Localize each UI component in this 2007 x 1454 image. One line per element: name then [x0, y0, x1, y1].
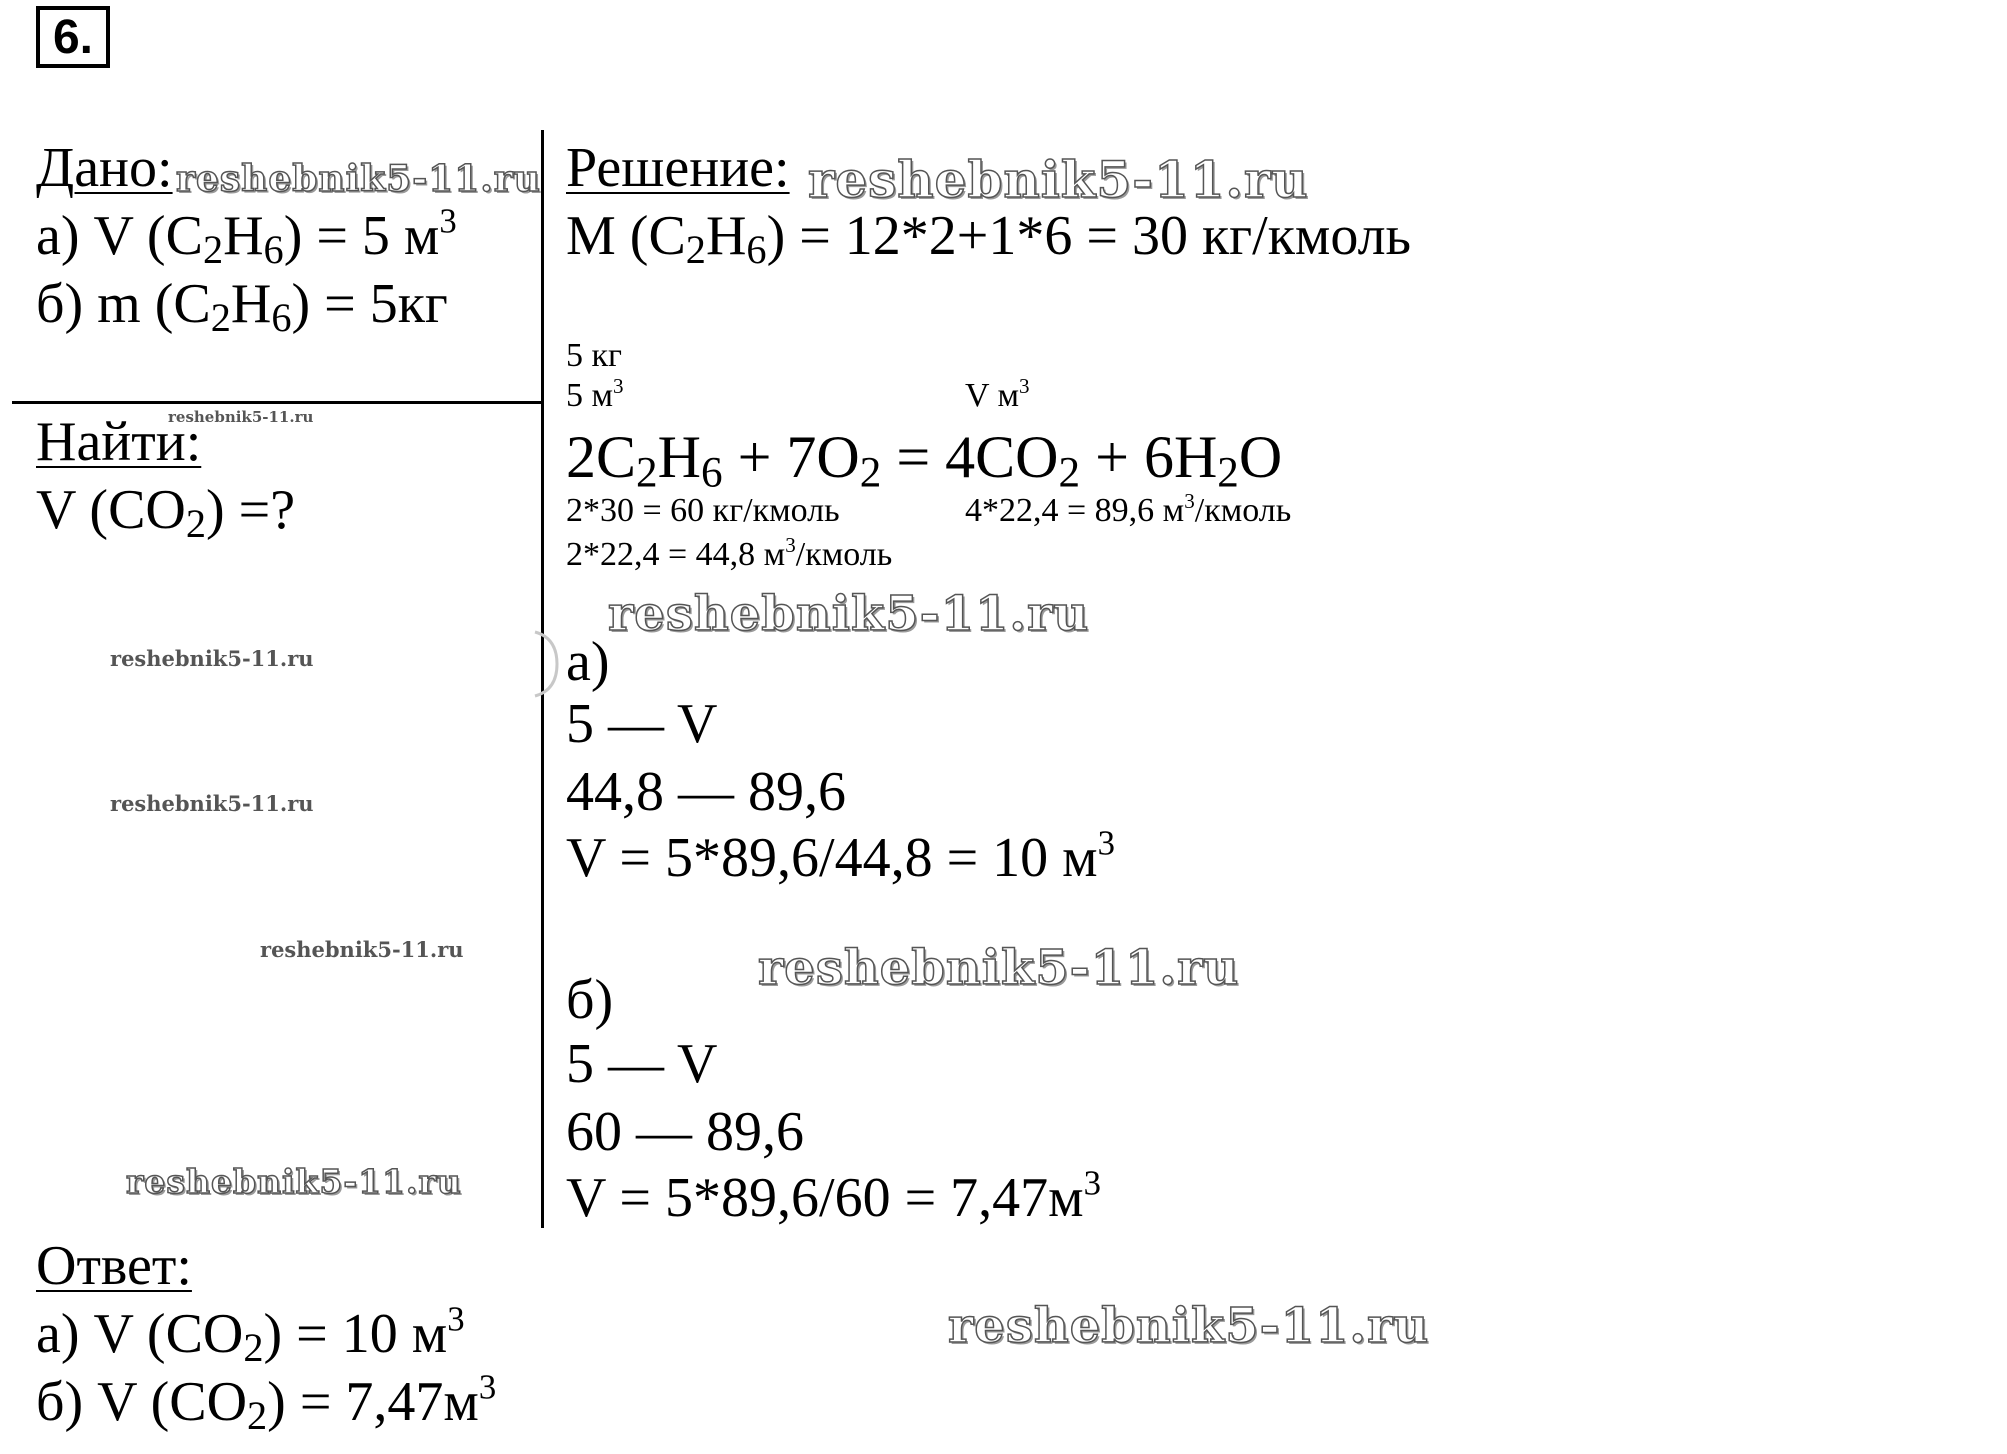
watermark: reshebnik5-11.ru [948, 1298, 1430, 1354]
part-a-proportion-1: 5 — V [566, 693, 718, 755]
below-left-molar-mass: 2*30 = 60 кг/кмоль [566, 492, 840, 529]
faint-bracket-mark [527, 628, 571, 700]
part-a-result: V = 5*89,6/44,8 = 10 $м^3$ [566, 823, 1115, 889]
part-b-label: б) [566, 969, 614, 1031]
part-b-result: $V = 5*89,6/60 = 7,47м^3$ [566, 1163, 1101, 1229]
solution-heading: Решение: [566, 137, 790, 199]
above-right-volume: V $м^3$ [965, 373, 1030, 414]
horizontal-divider [12, 401, 543, 404]
problem-number: 6. [36, 6, 110, 68]
below-left-molar-volume: 2*22,4 = 44,8 $м^3$/кмоль [566, 532, 893, 573]
part-b-proportion-1: 5 — V [566, 1033, 718, 1095]
part-a-proportion-2: 44,8 — 89,6 [566, 761, 846, 823]
part-b-proportion-2: 60 — 89,6 [566, 1101, 804, 1163]
part-a-label: а) [566, 631, 610, 693]
watermark: reshebnik5-11.ru [608, 586, 1090, 642]
above-left-volume: 5 $м^3$ [566, 373, 624, 414]
answer-line-a: а) V $(CO_2) = 10$ $м^3$ [36, 1299, 465, 1370]
watermark: reshebnik5-11.ru [758, 940, 1240, 996]
given-heading: Дано: [36, 137, 173, 199]
given-line-a: а) V $(C_2H_6) = 5$ $м^3$ [36, 201, 457, 272]
below-right-molar-volume: 4*22,4 = 89,6 $м^3$/кмоль [965, 488, 1292, 529]
watermark: reshebnik5-11.ru [260, 937, 464, 962]
watermark: reshebnik5-11.ru [168, 408, 314, 426]
watermark: reshebnik5-11.ru [808, 150, 1309, 209]
find-line: V $(CO_2)$ =? [36, 479, 296, 546]
find-heading: Найти: [36, 411, 202, 473]
watermark: reshebnik5-11.ru [176, 158, 541, 200]
answer-heading: Ответ: [36, 1235, 192, 1297]
answer-line-b: б) V $(CO_2) = 7,47м^3$ [36, 1367, 497, 1438]
above-left-mass: 5 кг [566, 337, 622, 374]
reaction-equation: $2C_2H_6 + 7O_2 = 4CO_2 + 6H_2O$ [566, 424, 1283, 497]
watermark: reshebnik5-11.ru [110, 646, 314, 671]
watermark: reshebnik5-11.ru [126, 1162, 462, 1201]
molar-mass-line: M $(C_2H_6) = 12*2+1*6 = 30$ кг/кмоль [566, 205, 1412, 272]
given-line-b: б) m $(C_2H_6) = 5кг$ [36, 273, 448, 340]
watermark: reshebnik5-11.ru [110, 791, 314, 816]
